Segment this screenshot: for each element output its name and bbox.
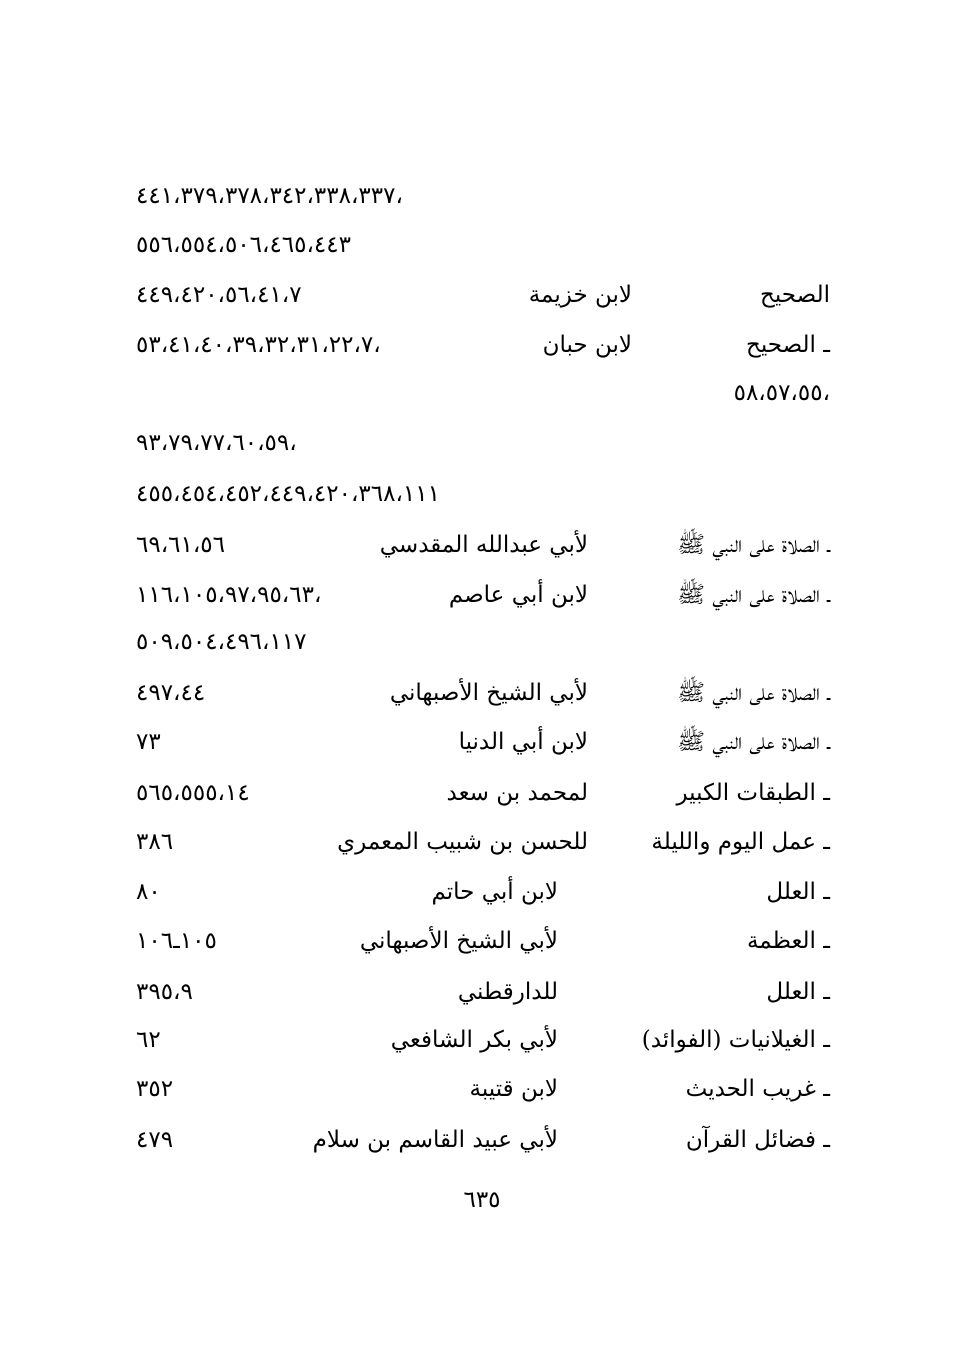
page-references: ٣٨٦ — [136, 829, 174, 855]
page-references: ،٤٤١،٣٧٩،٣٧٨،٣٤٢،٣٣٨،٣٣٧ — [136, 183, 403, 209]
index-entry — [130, 1069, 830, 1109]
book-title: ـ الغيلانيات (الفوائد) — [641, 1027, 830, 1053]
index-line — [130, 373, 830, 413]
book-author: لأبي الشيخ الأصبهاني — [389, 680, 588, 706]
page-references: ،٩٣،٧٩،٧٧،٦٠،٥٩ — [136, 430, 297, 456]
book-author: لابن قتيبة — [469, 1076, 558, 1102]
index-entry — [130, 1120, 830, 1160]
index-line — [130, 176, 830, 216]
index-entry — [130, 673, 830, 713]
page-references: ٦٩،٦١،٥٦ — [136, 532, 225, 558]
index-entry — [130, 275, 830, 315]
page-references: ٥٦٥،٥٥٥،١٤ — [136, 780, 250, 806]
book-author: لابن أبي الدنيا — [458, 729, 588, 755]
book-author: لابن أبي حاتم — [431, 879, 558, 905]
book-author: للدارقطني — [457, 979, 558, 1005]
book-author: لابن أبي عاصم — [448, 582, 588, 608]
book-title: ـ العظمة — [746, 928, 830, 954]
page-number: ٦٣٥ — [463, 1187, 501, 1213]
index-entry — [130, 1020, 830, 1060]
page-references: ،٥٣،٤١،٤٠،٣٩،٣٢،٣١،٢٢،٧ — [136, 332, 381, 358]
book-author: لأبي الشيخ الأصبهاني — [359, 928, 558, 954]
index-entry — [130, 525, 830, 565]
book-author: للحسن بن شبيب المعمري — [337, 829, 588, 855]
book-author: لأبي عبيد القاسم بن سلام — [312, 1127, 558, 1153]
book-title: الصحيح — [760, 282, 830, 308]
index-line — [130, 622, 830, 662]
index-entry — [130, 872, 830, 912]
book-author: لأبي بكر الشافعي — [390, 1027, 558, 1053]
page-references: ٨٠ — [136, 879, 161, 905]
page-references: ،٥٨،٥٧،٥٥ — [733, 380, 830, 406]
index-entry — [130, 325, 830, 365]
page-references: ٥٠٩،٥٠٤،٤٩٦،١١٧ — [136, 629, 307, 655]
book-title: ـ الصلاة على النبي ﷺ — [677, 582, 830, 608]
page-references: ٤٩٧،٤٤ — [136, 680, 206, 706]
index-entry — [130, 575, 830, 615]
book-author: لابن خزيمة — [528, 282, 632, 308]
page-references: ٧٣ — [136, 729, 161, 755]
page-references: ٣٥٢ — [136, 1076, 174, 1102]
index-entry — [130, 773, 830, 813]
page-references: ٦٢ — [136, 1027, 161, 1053]
book-title: ـ الصحيح — [745, 332, 830, 358]
book-author: لأبي عبدالله المقدسي — [379, 532, 588, 558]
page-references: ٤٥٥،٤٥٤،٤٥٢،٤٤٩،٤٢٠،٣٦٨،١١١ — [136, 481, 440, 507]
book-title: ـ الصلاة على النبي ﷺ — [677, 680, 830, 706]
page-references: ،١١٦،١٠٥،٩٧،٩٥،٦٣ — [136, 582, 322, 608]
book-title: ـ الصلاة على النبي ﷺ — [677, 729, 830, 755]
page-references: ١٠٥ـ١٠٦ — [136, 928, 217, 954]
book-title: ـ الطبقات الكبير — [676, 780, 830, 806]
page-references: ٤٧٩ — [136, 1127, 174, 1153]
index-entry — [130, 822, 830, 862]
book-title: ـ العلل — [766, 979, 830, 1005]
index-entry — [130, 972, 830, 1012]
index-line — [130, 423, 830, 463]
page-references: ٤٤٩،٤٢٠،٥٦،٤١،٧ — [136, 282, 302, 308]
index-line — [130, 225, 830, 265]
book-title: ـ فضائل القرآن — [685, 1127, 830, 1153]
book-title: ـ الصلاة على النبي ﷺ — [677, 532, 830, 558]
index-line — [130, 474, 830, 514]
index-entry — [130, 722, 830, 762]
book-title: ـ العلل — [766, 879, 830, 905]
page-references: ٥٥٦،٥٥٤،٥٠٦،٤٦٥،٤٤٣ — [136, 232, 351, 258]
book-author: لابن حبان — [542, 332, 632, 358]
book-title: ـ غريب الحديث — [685, 1076, 830, 1102]
book-author: لمحمد بن سعد — [446, 780, 588, 806]
page-references: ٣٩٥،٩ — [136, 979, 193, 1005]
index-entry — [130, 921, 830, 961]
book-title: ـ عمل اليوم والليلة — [651, 829, 830, 855]
